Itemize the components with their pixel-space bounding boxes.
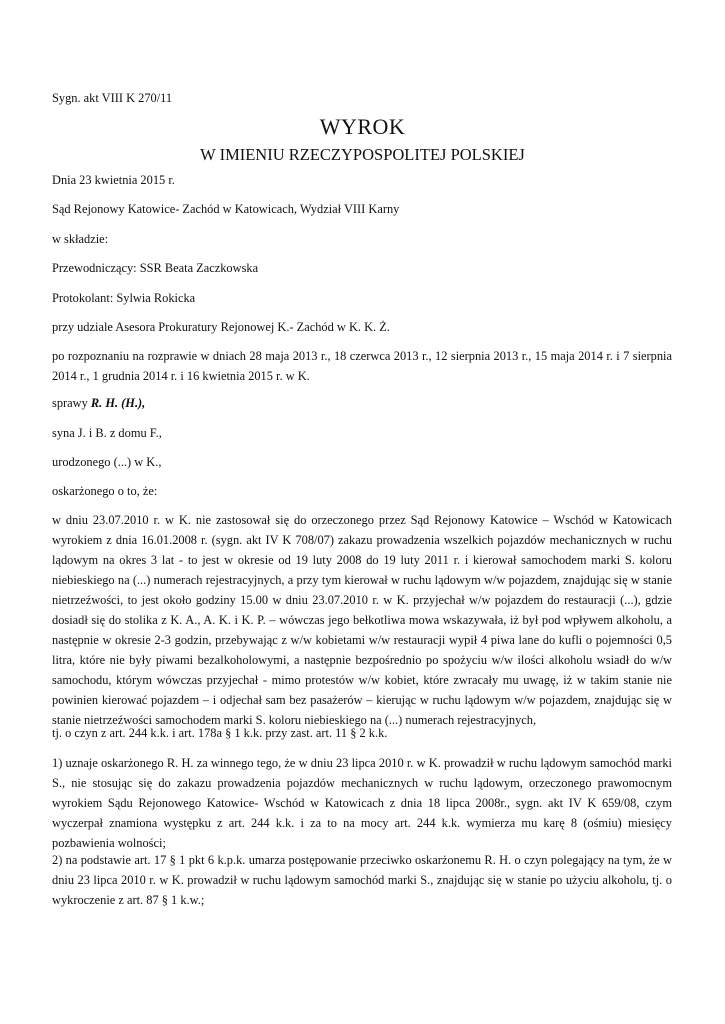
prosecutor-line: przy udziale Asesora Prokuratury Rejonowej K.- Zachód w K. K. Ż. <box>52 320 390 334</box>
court-name: Sąd Rejonowy Katowice- Zachód w Katowicach, Wydział VIII Karny <box>52 202 400 216</box>
defendant-name: R. H. (H.), <box>90 396 146 410</box>
verdict-point-2: 2) na podstawie art. 17 § 1 pkt 6 k.p.k. umarza postępowanie przeciwko oskarżonemu R. H. o czyn polegający na tym, że w dniu 23 lipca 2010 r. w K. prowadził w ruchu lądowym samochód marki S., znajdując się w stanie po użyciu alkoholu, tj. o wykroczenie z art. 87 § 1 k.w.; <box>52 853 672 907</box>
defendant-birth: urodzonego (...) w K., <box>52 455 162 469</box>
verdict-date: Dnia 23 kwietnia 2015 r. <box>52 173 175 187</box>
document-subtitle: W IMIENIU RZECZYPOSPOLITEJ POLSKIEJ <box>200 145 525 164</box>
legal-basis: tj. o czyn z art. 244 k.k. i art. 178a § 1 k.k. przy zast. art. 11 § 2 k.k. <box>52 726 388 740</box>
composition-label: w składzie: <box>52 232 109 246</box>
hearing-dates: po rozpoznaniu na rozprawie w dniach 28 maja 2013 r., 18 czerwca 2013 r., 12 sierpnia 2013 r., 15 maja 2014 r. i 7 sierpnia 2014 r., 1 grudnia 2014 r. i 16 kwietnia 2015 r. w K. <box>52 349 672 383</box>
charge-description: w dniu 23.07.2010 r. w K. nie zastosował się do orzeczonego przez Sąd Rejonowy Katowice – Wschód w Katowicach wyrokiem z dnia 16.01.2008 r. (sygn. akt IV K 708/07) zakazu prowadzenia wszelkich pojazdów mechanicznych w ruchu lądowym na okres 3 lat - to jest w okresie od 19 luty 2008 do 19 luty 2011 r. i kierował samochodem marki S. koloru niebieskiego na (...) numerach rejestracyjnych, a przy tym kierował w ruchu lądowym w/w pojazdem, znajdując się w stanie nietrzeźwości, to jest około godziny 15.00 w dniu 23.07.2010 r. w K. przyjechał w/w pojazdem do restauracji (...), gdzie dosiadł się do stolika z K. A., A. K. i K. P. – wówczas jego bełkotliwa mowa wskazywała, iż był pod wpływem alkoholu, a następnie w okresie 2-3 godzin, przebywając z w/w kobietami w/w restauracji wypił 4 piwa lane do kufli o pojemności 0,5 litra, które nie były piwami bezalkoholowymi, a następnie bezpośrednio po spożyciu w/w ilości alkoholu wsiadł do w/w samochodu, którym wówczas przyjechał - mimo protestów w/w kobiet, które zwracały mu uwagę, iż w takim stanie nie powinien kierować pojazdem – i odjechał sam bez pasażerów – kierując w ruchu lądowym w/w pojazdem, znajdując się w stanie nietrzeźwości samochodem marki S. koloru niebieskiego na (...) numerach rejestracyjnych, <box>52 513 672 727</box>
defendant-parents: syna J. i B. z domu F., <box>52 426 162 440</box>
case-prefix: sprawy <box>52 396 91 410</box>
presiding-judge: Przewodniczący: SSR Beata Zaczkowska <box>52 261 259 275</box>
document-title: WYROK <box>319 114 406 139</box>
case-signature: Sygn. akt VIII K 270/11 <box>52 91 173 105</box>
court-clerk: Protokolant: Sylwia Rokicka <box>52 291 196 305</box>
verdict-point-1: 1) uznaje oskarżonego R. H. za winnego tego, że w dniu 23 lipca 2010 r. w K. prowadził w ruchu lądowym samochód marki S., nie stosując się do zakazu prowadzenia pojazdów mechanicznych w ruchu lądowym, orzeczonego prawomocnym wyrokiem Sądu Rejonowego Katowice- Wschód w Katowicach z dnia 18 lipca 2008r., sygn. akt IV K 659/08, czym wyczerpał znamiona występku z art. 244 k.k. i za to na mocy art. 244 k.k. wymierza mu karę 8 (ośmiu) miesięcy pozbawienia wolności; <box>52 756 672 850</box>
accused-of-label: oskarżonego o to, że: <box>52 484 158 498</box>
case-of <box>52 393 672 413</box>
